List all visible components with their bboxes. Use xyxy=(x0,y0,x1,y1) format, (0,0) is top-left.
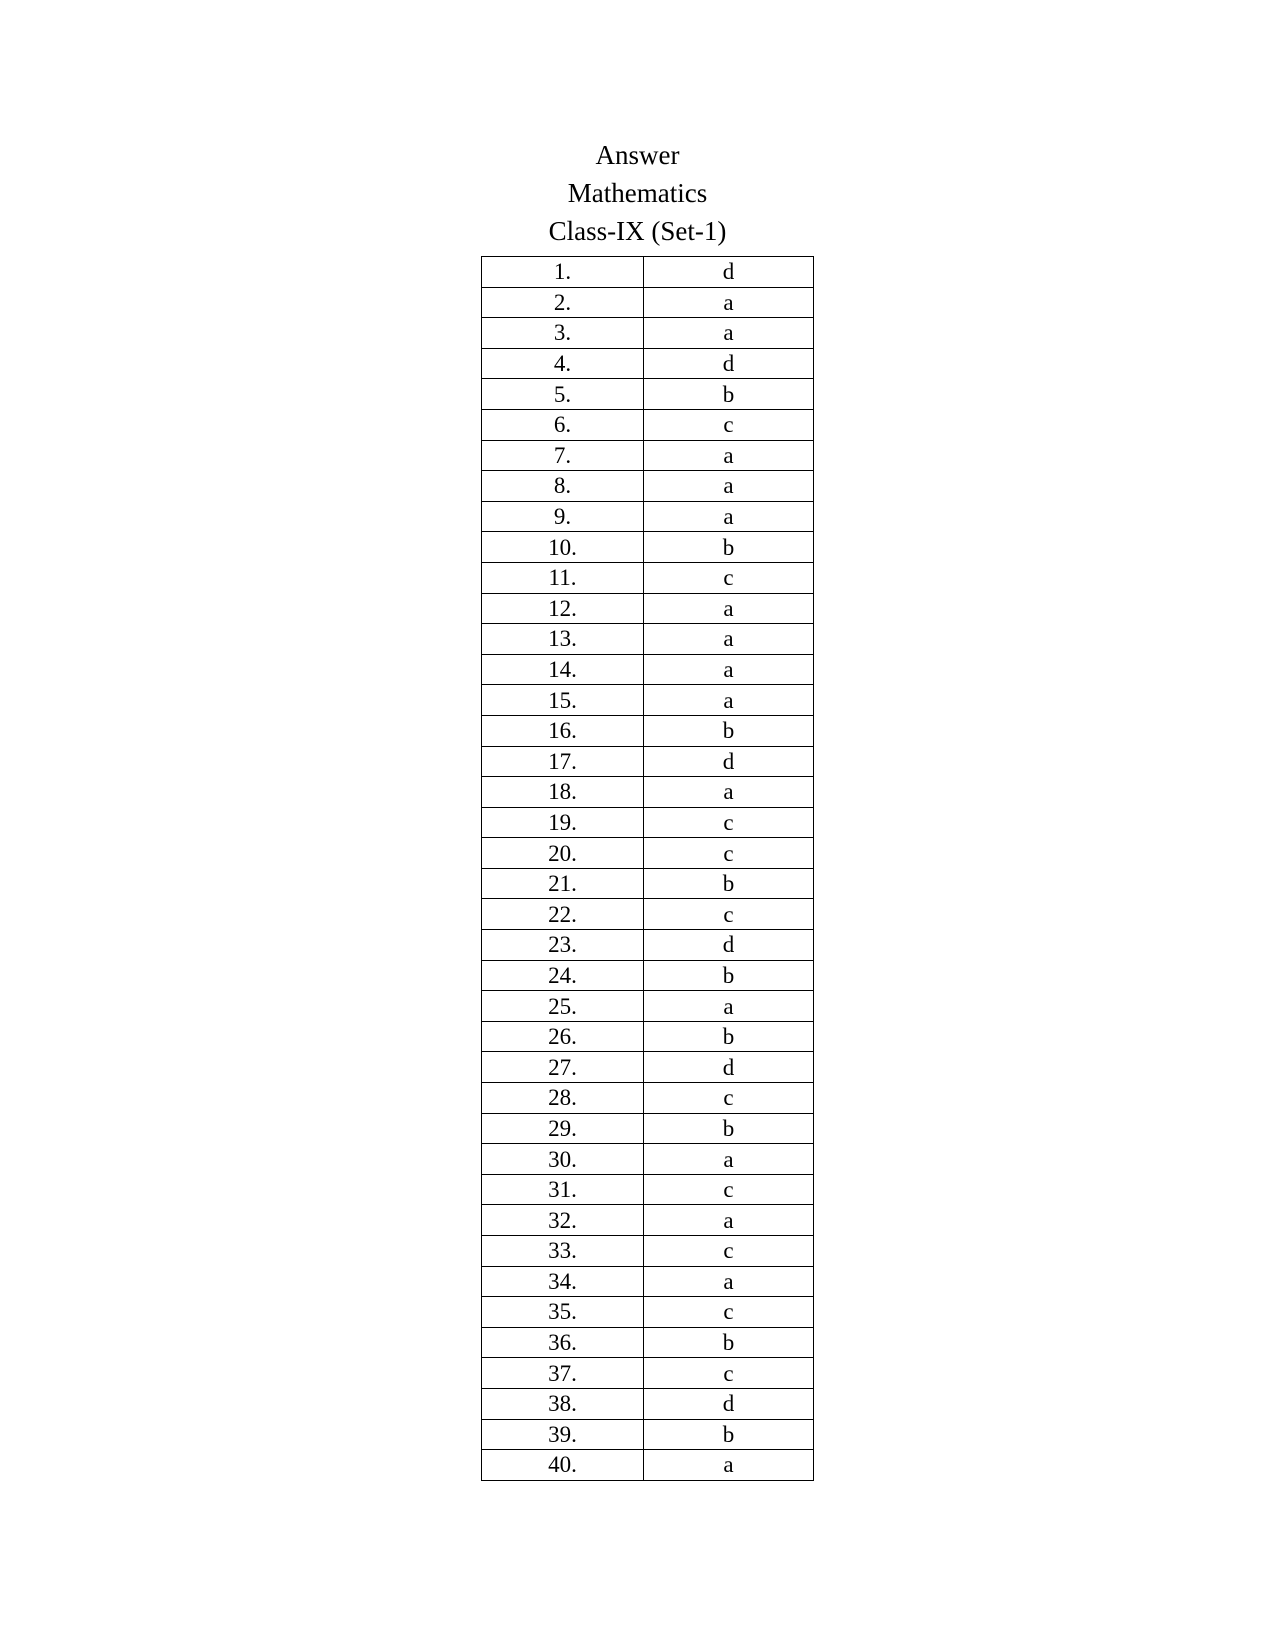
answer-option-cell: d xyxy=(644,257,814,288)
table-row xyxy=(482,991,814,1022)
table-row xyxy=(482,440,814,471)
table-row xyxy=(482,562,814,593)
answer-option-cell: a xyxy=(644,471,814,502)
question-number-cell: 33. xyxy=(482,1236,644,1267)
table-row xyxy=(482,1266,814,1297)
table-row xyxy=(482,1236,814,1267)
answer-option-cell: a xyxy=(644,287,814,318)
question-number-cell: 37. xyxy=(482,1358,644,1389)
question-number-cell: 8. xyxy=(482,471,644,502)
table-row xyxy=(482,777,814,808)
answer-option-cell: b xyxy=(644,1021,814,1052)
table-row xyxy=(482,868,814,899)
heading-title: Answer xyxy=(595,140,680,170)
question-number-cell: 12. xyxy=(482,593,644,624)
heading-subject: Mathematics xyxy=(567,178,708,208)
table-row xyxy=(482,379,814,410)
question-number-cell: 18. xyxy=(482,777,644,808)
table-row xyxy=(482,257,814,288)
question-number-cell: 24. xyxy=(482,960,644,991)
table-row xyxy=(482,930,814,961)
table-row xyxy=(482,409,814,440)
answer-option-cell: b xyxy=(644,715,814,746)
answer-option-cell: b xyxy=(644,379,814,410)
table-row xyxy=(482,807,814,838)
answer-key-rows xyxy=(482,257,814,1481)
answer-option-cell: a xyxy=(644,501,814,532)
table-row xyxy=(482,960,814,991)
answer-option-cell: c xyxy=(644,1083,814,1114)
table-row xyxy=(482,318,814,349)
question-number-cell: 30. xyxy=(482,1144,644,1175)
question-number-cell: 6. xyxy=(482,409,644,440)
question-number-cell: 35. xyxy=(482,1297,644,1328)
table-row xyxy=(482,1052,814,1083)
answer-option-cell: a xyxy=(644,654,814,685)
answer-option-cell: a xyxy=(644,685,814,716)
question-number-cell: 10. xyxy=(482,532,644,563)
question-number-cell: 32. xyxy=(482,1205,644,1236)
question-number-cell: 4. xyxy=(482,348,644,379)
question-number-cell: 13. xyxy=(482,624,644,655)
question-number-cell: 36. xyxy=(482,1327,644,1358)
question-number-cell: 27. xyxy=(482,1052,644,1083)
table-row xyxy=(482,1450,814,1481)
table-row xyxy=(482,1419,814,1450)
answer-key-table xyxy=(481,256,814,1481)
table-row xyxy=(482,1388,814,1419)
question-number-cell: 1. xyxy=(482,257,644,288)
answer-option-cell: c xyxy=(644,807,814,838)
table-row xyxy=(482,685,814,716)
question-number-cell: 16. xyxy=(482,715,644,746)
table-row xyxy=(482,746,814,777)
answer-option-cell: a xyxy=(644,624,814,655)
table-row xyxy=(482,593,814,624)
question-number-cell: 25. xyxy=(482,991,644,1022)
answer-option-cell: a xyxy=(644,440,814,471)
answer-option-cell: c xyxy=(644,1174,814,1205)
table-row xyxy=(482,1021,814,1052)
table-row xyxy=(482,501,814,532)
answer-option-cell: c xyxy=(644,562,814,593)
table-row xyxy=(482,471,814,502)
table-row xyxy=(482,838,814,869)
answer-option-cell: c xyxy=(644,838,814,869)
question-number-cell: 26. xyxy=(482,1021,644,1052)
table-row xyxy=(482,1297,814,1328)
answer-option-cell: d xyxy=(644,930,814,961)
answer-option-cell: b xyxy=(644,868,814,899)
question-number-cell: 5. xyxy=(482,379,644,410)
question-number-cell: 38. xyxy=(482,1388,644,1419)
question-number-cell: 17. xyxy=(482,746,644,777)
answer-option-cell: a xyxy=(644,991,814,1022)
document-heading xyxy=(0,136,1275,250)
question-number-cell: 21. xyxy=(482,868,644,899)
answer-option-cell: c xyxy=(644,1236,814,1267)
answer-option-cell: a xyxy=(644,593,814,624)
answer-option-cell: c xyxy=(644,1358,814,1389)
table-row xyxy=(482,1205,814,1236)
answer-option-cell: c xyxy=(644,409,814,440)
answer-option-cell: c xyxy=(644,899,814,930)
table-row xyxy=(482,1083,814,1114)
answer-option-cell: c xyxy=(644,1297,814,1328)
question-number-cell: 19. xyxy=(482,807,644,838)
table-row xyxy=(482,532,814,563)
answer-option-cell: a xyxy=(644,1450,814,1481)
question-number-cell: 39. xyxy=(482,1419,644,1450)
answer-option-cell: d xyxy=(644,1052,814,1083)
answer-option-cell: a xyxy=(644,1144,814,1175)
answer-option-cell: a xyxy=(644,1266,814,1297)
question-number-cell: 22. xyxy=(482,899,644,930)
answer-option-cell: a xyxy=(644,318,814,349)
table-row xyxy=(482,348,814,379)
table-row xyxy=(482,654,814,685)
answer-option-cell: b xyxy=(644,1327,814,1358)
table-row xyxy=(482,1174,814,1205)
question-number-cell: 23. xyxy=(482,930,644,961)
answer-option-cell: d xyxy=(644,1388,814,1419)
question-number-cell: 34. xyxy=(482,1266,644,1297)
table-row xyxy=(482,1358,814,1389)
question-number-cell: 2. xyxy=(482,287,644,318)
answer-option-cell: d xyxy=(644,348,814,379)
question-number-cell: 29. xyxy=(482,1113,644,1144)
answer-option-cell: b xyxy=(644,1113,814,1144)
table-row xyxy=(482,1327,814,1358)
answer-option-cell: b xyxy=(644,1419,814,1450)
answer-option-cell: d xyxy=(644,746,814,777)
table-row xyxy=(482,624,814,655)
table-row xyxy=(482,899,814,930)
answer-option-cell: b xyxy=(644,532,814,563)
question-number-cell: 9. xyxy=(482,501,644,532)
answer-option-cell: a xyxy=(644,1205,814,1236)
question-number-cell: 31. xyxy=(482,1174,644,1205)
question-number-cell: 3. xyxy=(482,318,644,349)
question-number-cell: 7. xyxy=(482,440,644,471)
question-number-cell: 15. xyxy=(482,685,644,716)
table-row xyxy=(482,1144,814,1175)
question-number-cell: 14. xyxy=(482,654,644,685)
question-number-cell: 40. xyxy=(482,1450,644,1481)
table-row xyxy=(482,1113,814,1144)
table-row xyxy=(482,287,814,318)
answer-option-cell: a xyxy=(644,777,814,808)
question-number-cell: 11. xyxy=(482,562,644,593)
question-number-cell: 28. xyxy=(482,1083,644,1114)
question-number-cell: 20. xyxy=(482,838,644,869)
answer-option-cell: b xyxy=(644,960,814,991)
heading-class-set: Class-IX (Set-1) xyxy=(548,216,727,246)
table-row xyxy=(482,715,814,746)
